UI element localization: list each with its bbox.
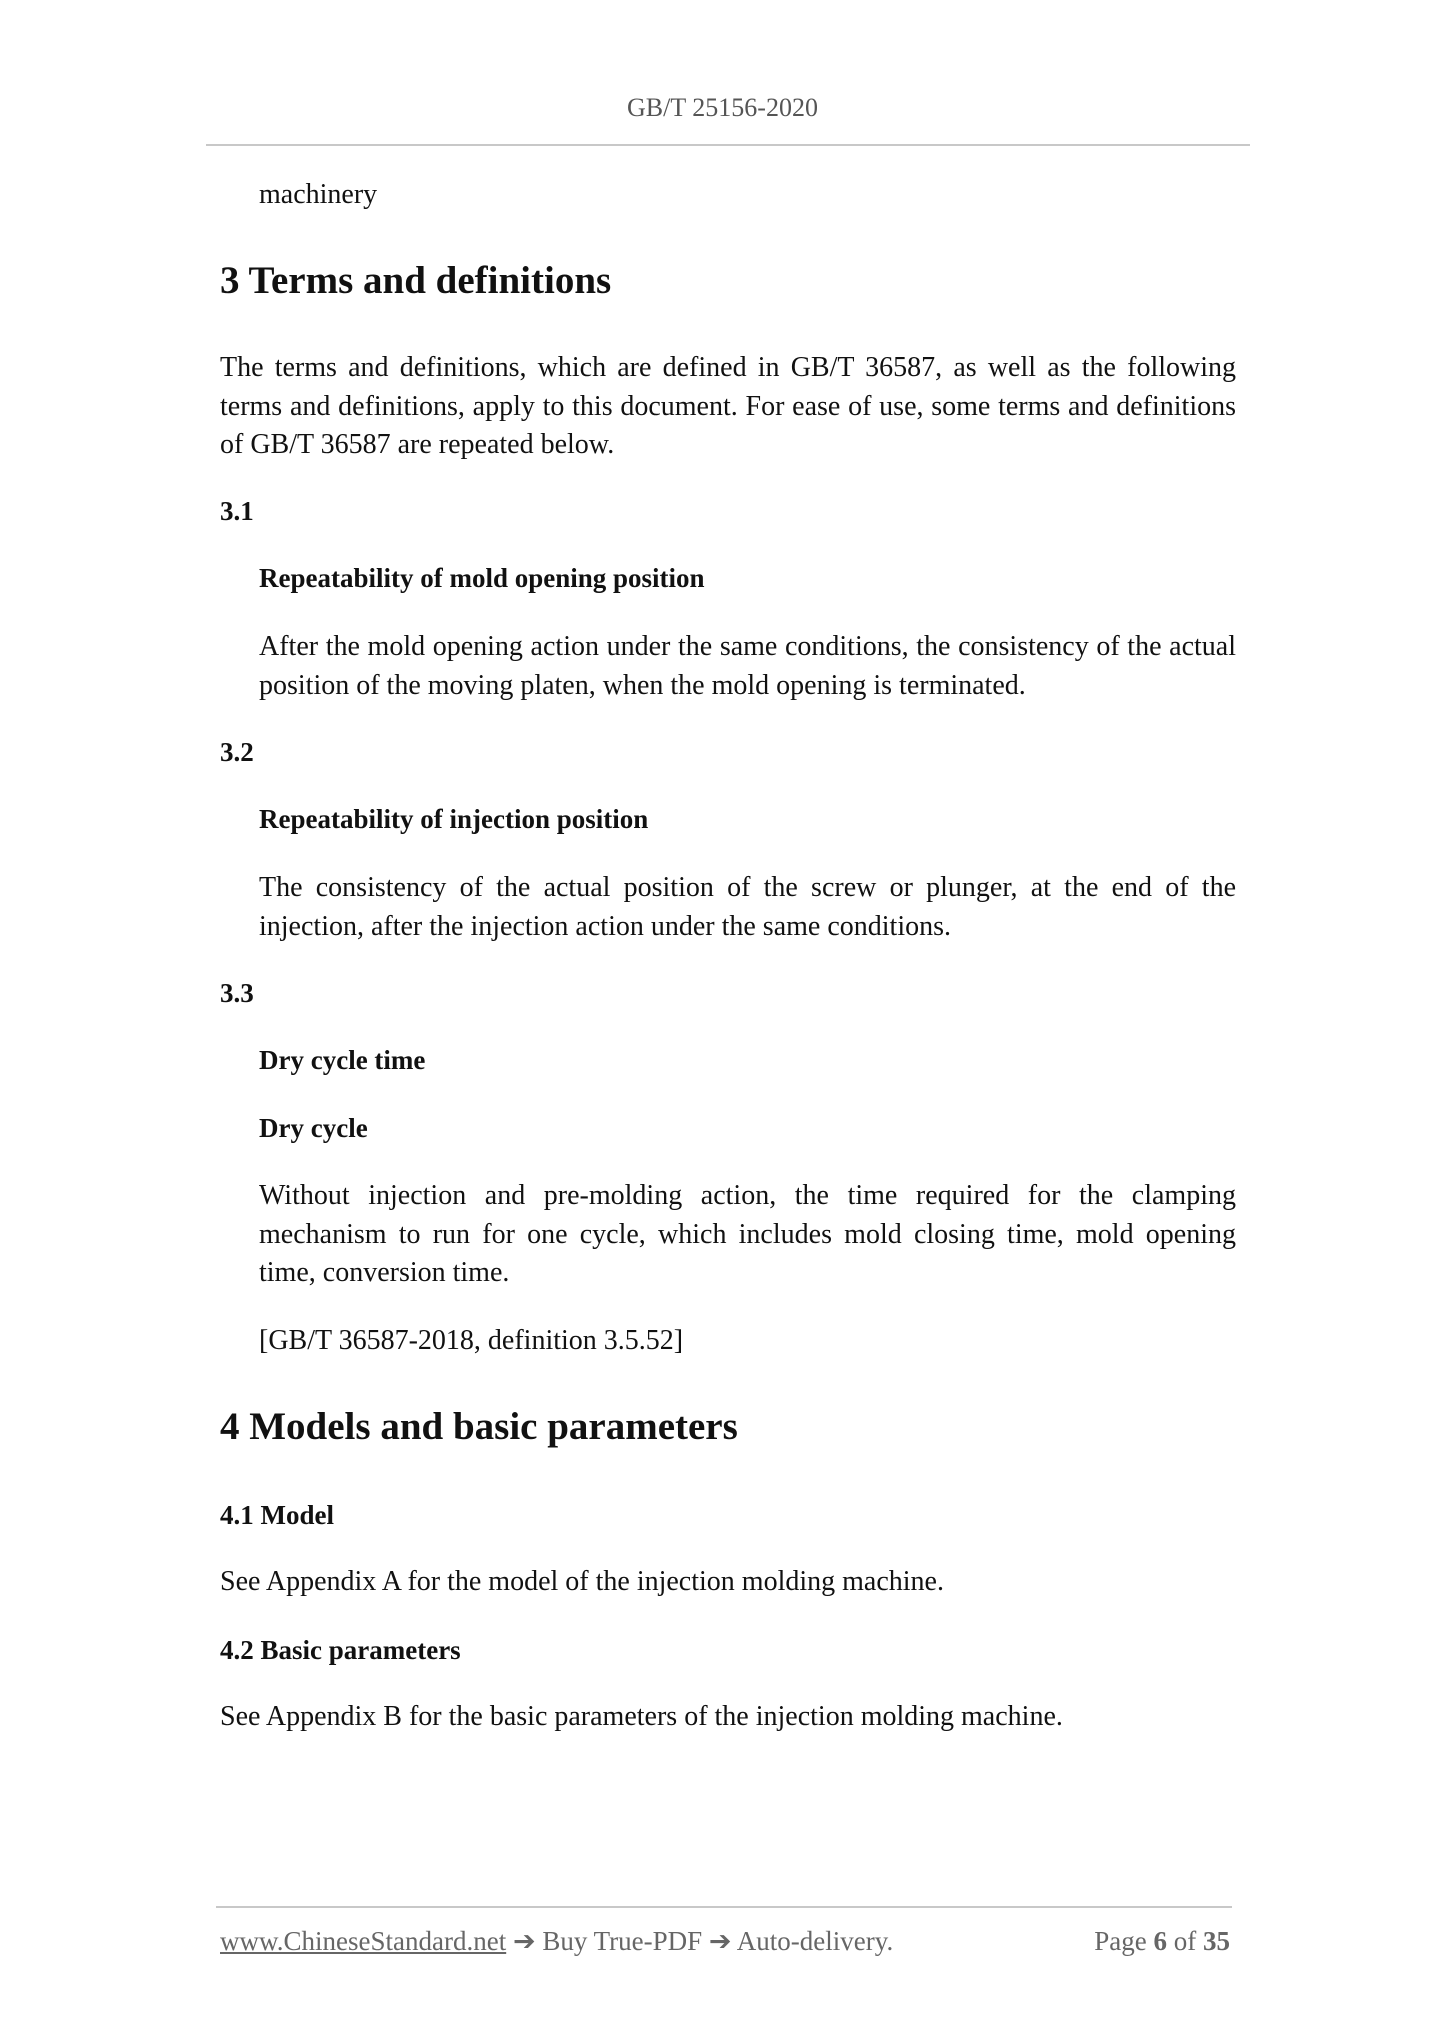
term-3-2-definition: The consistency of the actual position of the screw or plunger, at the end of the injection, after the injection action under the same conditions. [259,872,1236,942]
page-label: Page [1094,1926,1147,1956]
term-3-1-title: Repeatability of mold opening position [259,563,705,593]
subsection-4-2-text: See Appendix B for the basic parameters of the injection molding machine. [220,1701,1063,1732]
subsection-4-2-heading: 4.2 Basic parameters [220,1635,461,1665]
page-indicator [1094,1926,1230,1957]
footer-divider [216,1906,1232,1908]
subsection-4-1-heading: 4.1 Model [220,1500,334,1530]
term-3-3-alt-title: Dry cycle [259,1113,368,1143]
page-header-doc-id: GB/T 25156-2020 [627,93,818,122]
term-3-3-title: Dry cycle time [259,1045,426,1075]
of-label: of [1173,1926,1197,1956]
section-3-heading: 3 Terms and definitions [220,259,612,302]
section-3-intro: The terms and definitions, which are defined in GB/T 36587, as well as the following terms and definitions, apply to this document. For ease of use, some terms and definitions of GB/T 36587 are repeated below. [220,352,1236,460]
term-3-2-title: Repeatability of injection position [259,804,649,834]
term-3-3-number: 3.3 [220,978,254,1008]
site-link[interactable]: www.ChineseStandard.net [220,1926,507,1956]
auto-delivery-text: Auto-delivery. [736,1926,894,1956]
continuation-text: machinery [259,179,378,210]
page-number: 6 [1153,1926,1167,1956]
page-footer [220,1926,1230,1957]
term-3-3-definition: Without injection and pre-molding action, the time required for the clamping mechanism to run for one cycle, which includes mold closing time, mold opening time, conversion time. [259,1180,1236,1288]
arrow-right-icon: ➔ [512,1926,536,1956]
buy-true-pdf-text: Buy True-PDF [542,1926,703,1956]
arrow-right-icon: ➔ [708,1926,732,1956]
page-total: 35 [1203,1926,1230,1956]
term-3-1-definition: After the mold opening action under the same conditions, the consistency of the actual position of the moving platen, when the mold opening is terminated. [259,631,1236,701]
section-4-heading: 4 Models and basic parameters [220,1405,738,1448]
term-3-3-source: [GB/T 36587-2018, definition 3.5.52] [259,1325,684,1356]
subsection-4-1-text: See Appendix A for the model of the injection molding machine. [220,1566,944,1597]
term-3-2-number: 3.2 [220,737,254,767]
term-3-1-number: 3.1 [220,496,254,526]
